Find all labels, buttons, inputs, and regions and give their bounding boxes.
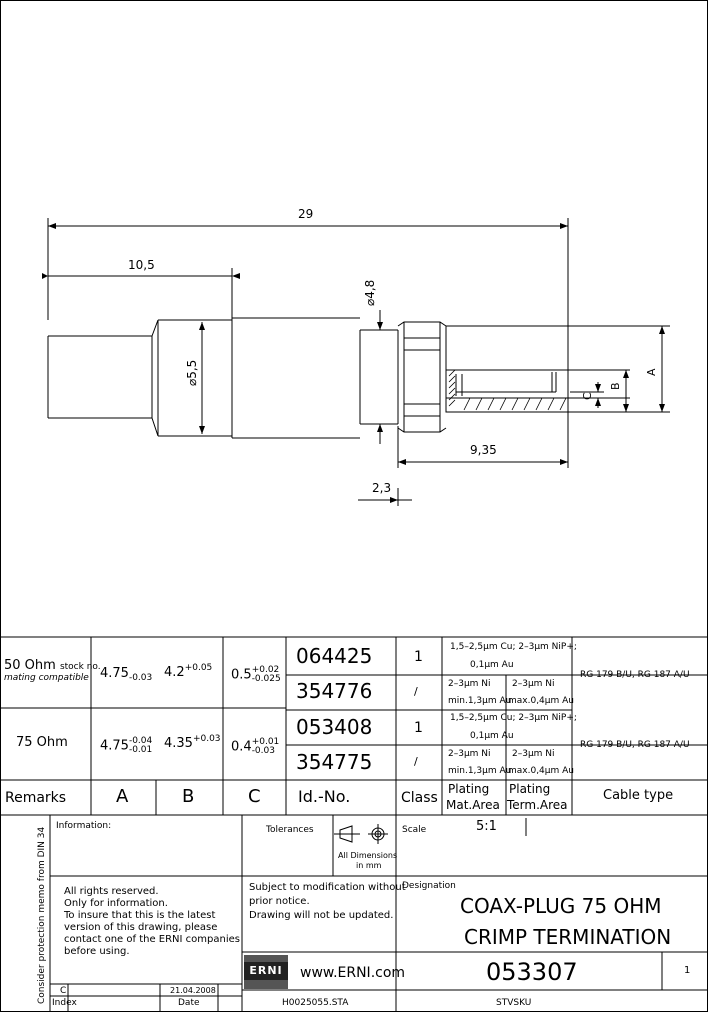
projection-symbol-icon bbox=[334, 824, 388, 844]
class-1: 1 bbox=[414, 649, 423, 665]
crimp-insert bbox=[456, 374, 462, 396]
arrow-c bbox=[595, 384, 601, 406]
header-remarks: Remarks bbox=[5, 790, 67, 806]
dim-b-label: B bbox=[609, 382, 622, 390]
dim-105-line bbox=[48, 268, 232, 318]
protection-memo: Consider protection memo from DIN 34 bbox=[37, 826, 47, 1004]
header-b: B bbox=[182, 786, 195, 807]
dim-c-label: C bbox=[581, 392, 594, 400]
plating-a-2b: min.1,3µm Au bbox=[448, 766, 512, 776]
header-plating2-l2: Term.Area bbox=[507, 798, 568, 812]
header-id-no: Id.-No. bbox=[298, 787, 351, 806]
header-a: A bbox=[116, 786, 129, 807]
date-label: Date bbox=[178, 998, 200, 1008]
main-body bbox=[232, 318, 360, 438]
id-354775: 354775 bbox=[296, 750, 373, 774]
title-line-1: COAX-PLUG 75 OHM bbox=[460, 894, 662, 918]
arrow-48 bbox=[377, 322, 383, 432]
sheet-number: 1 bbox=[684, 965, 691, 976]
dim-935-line bbox=[398, 412, 568, 468]
all-dimensions-1: All Dimensions bbox=[338, 851, 398, 860]
scale-label: Scale bbox=[402, 825, 427, 835]
c-value-50: 0.5+0.02 -0.025 bbox=[231, 665, 281, 684]
nut-flats bbox=[404, 338, 440, 416]
drawing-number: 053307 bbox=[486, 958, 578, 986]
tolerances-label: Tolerances bbox=[266, 825, 314, 835]
plating-b-2a: 2–3µm Ni bbox=[512, 749, 555, 759]
plating-a-2a: 2–3µm Ni bbox=[448, 749, 491, 759]
b-value-50: $4.2^{+0.05}$ bbox=[164, 663, 213, 680]
class-3: 1 bbox=[414, 720, 423, 736]
scale-value: 5:1 bbox=[476, 819, 497, 834]
plating-a-1a: 2–3µm Ni bbox=[448, 679, 491, 689]
taper bbox=[152, 320, 158, 436]
collar bbox=[360, 330, 398, 424]
crimp-sleeve bbox=[446, 326, 568, 412]
dim-935-label: 9,35 bbox=[470, 443, 497, 457]
cable-type-75: RG 179 B/U, RG 187 A/U bbox=[580, 740, 690, 750]
b-value-75: $4.35^{+0.03}$ bbox=[164, 734, 221, 751]
website: www.ERNI.com bbox=[300, 965, 406, 981]
information-label: Information: bbox=[56, 821, 112, 831]
rear-pin bbox=[48, 336, 152, 418]
all-dimensions-2: in mm bbox=[356, 861, 382, 870]
dim-29-label: 29 bbox=[298, 207, 314, 221]
dim-23-label: 2,3 bbox=[372, 481, 392, 495]
designation-label: Designation bbox=[402, 881, 456, 891]
class-4: / bbox=[414, 755, 418, 768]
header-plating1-l1: Plating bbox=[448, 782, 490, 796]
erni-logo: ERNI bbox=[244, 962, 288, 980]
header-plating1-l2: Mat.Area bbox=[446, 798, 500, 812]
plating-a-1b: min.1,3µm Au bbox=[448, 696, 512, 706]
hatch-bottom bbox=[464, 398, 566, 410]
plating-full-1a: 1,5–2,5µm Cu; 2–3µm NiP+; bbox=[450, 642, 577, 652]
arrow-23 bbox=[390, 497, 398, 503]
author: STVSKU bbox=[496, 998, 532, 1008]
header-class: Class bbox=[401, 790, 438, 806]
dim-55-label: ⌀5,5 bbox=[185, 359, 199, 386]
dim-29-line bbox=[48, 218, 568, 330]
dim-105-label: 10,5 bbox=[128, 258, 155, 272]
index-value: C bbox=[60, 986, 67, 996]
id-053408: 053408 bbox=[296, 715, 373, 739]
index-label: Index bbox=[52, 998, 77, 1008]
doc-reference: H0025055.STA bbox=[282, 998, 349, 1008]
impedance-50: 50 Ohm stock no. bbox=[4, 658, 101, 673]
header-c: C bbox=[248, 786, 261, 807]
header-cable-type: Cable type bbox=[603, 788, 674, 803]
plating-b-1a: 2–3µm Ni bbox=[512, 679, 555, 689]
crimp-inner bbox=[446, 370, 568, 398]
id-064425: 064425 bbox=[296, 644, 373, 668]
dim-a-label: A bbox=[645, 368, 658, 376]
plating-full-2b: 0,1µm Au bbox=[470, 731, 514, 741]
plating-b-1b: max.0,4µm Au bbox=[508, 696, 574, 706]
hatch-left bbox=[449, 370, 455, 406]
dim-48-label: ⌀4,8 bbox=[363, 279, 377, 306]
id-354776: 354776 bbox=[296, 679, 373, 703]
plating-full-2a: 1,5–2,5µm Cu; 2–3µm NiP+; bbox=[450, 713, 577, 723]
mating-note: mating compatible bbox=[4, 673, 89, 683]
header-plating2-l1: Plating bbox=[509, 782, 551, 796]
a-value-75: 4.75-0.04 -0.01 bbox=[100, 736, 153, 755]
crimp-slot bbox=[456, 372, 556, 392]
c-value-75: 0.4+0.01 -0.03 bbox=[231, 737, 280, 756]
a-value-50: $4.75_{-0.03}$ bbox=[100, 666, 153, 683]
plating-b-2b: max.0,4µm Au bbox=[508, 766, 574, 776]
impedance-75: 75 Ohm bbox=[16, 735, 68, 750]
cable-type-50: RG 179 B/U, RG 187 A/U bbox=[580, 670, 690, 680]
class-2: / bbox=[414, 685, 418, 698]
plating-full-1b: 0,1µm Au bbox=[470, 660, 514, 670]
index-date: 21.04.2008 bbox=[170, 986, 216, 995]
title-line-2: CRIMP TERMINATION bbox=[464, 925, 672, 949]
